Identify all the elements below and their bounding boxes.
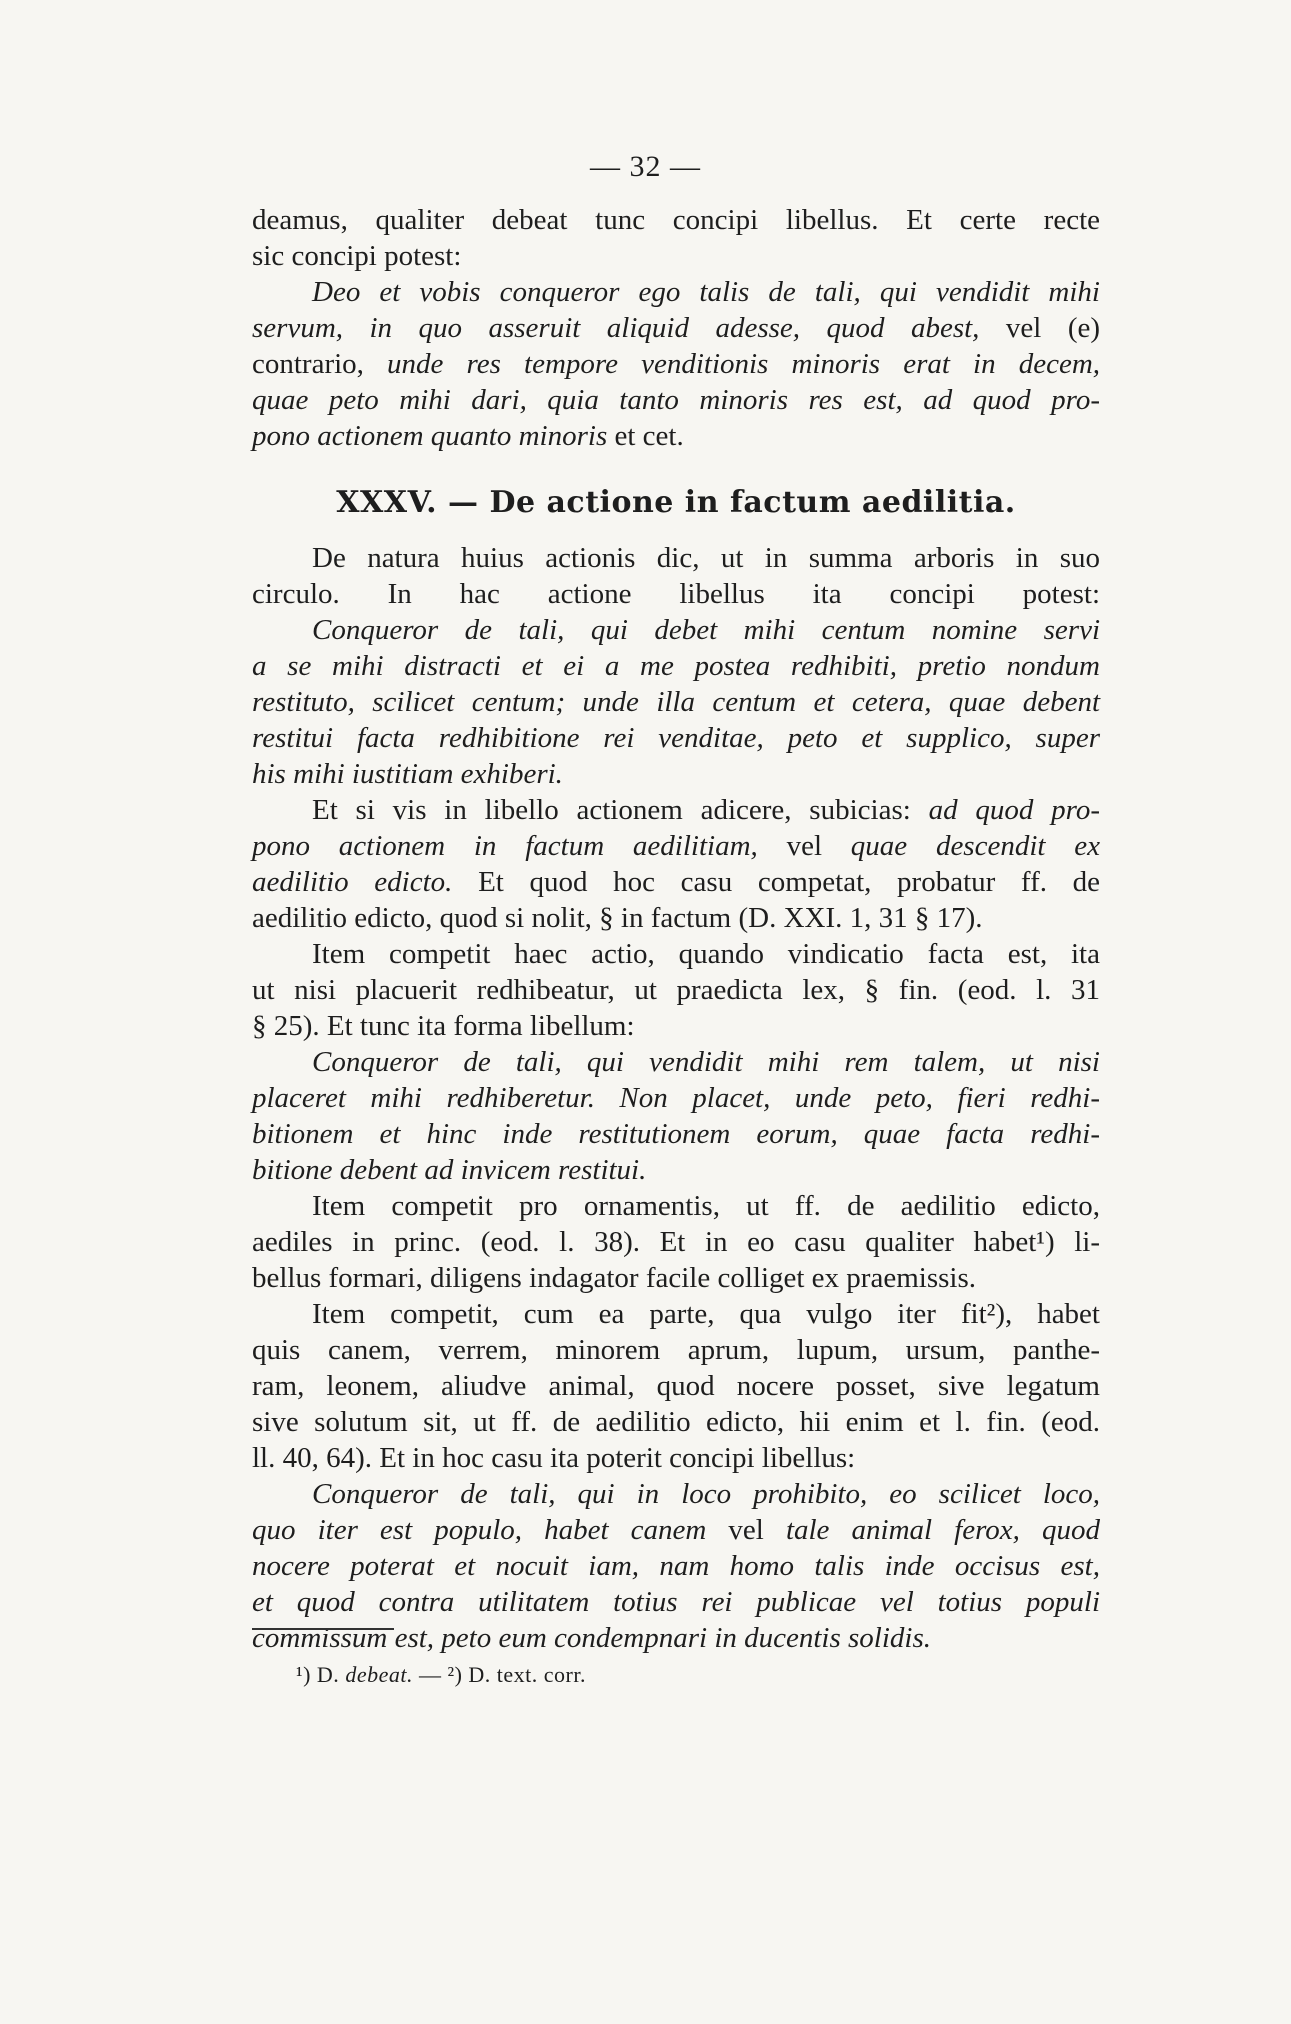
italic-segment: Conqueror de tali, qui in loco prohibito, eo scilicet loco, xyxy=(312,1478,1100,1510)
text-segment: deamus, qualiter debeat tunc concipi libellus. Et certe recte xyxy=(252,204,1100,236)
text-line xyxy=(252,1152,1100,1188)
italic-segment: servum, in quo asseruit aliquid adesse, quod abest, xyxy=(252,312,980,344)
text-segment: Et si vis in libello actionem adicere, subicias: xyxy=(312,794,929,826)
text-line xyxy=(252,1620,1100,1656)
italic-segment: pono actionem in factum aedilitiam, xyxy=(252,830,758,862)
footnote-segment: ¹) D. xyxy=(296,1662,346,1687)
text-line xyxy=(252,1116,1100,1152)
text-line xyxy=(252,310,1100,346)
text-segment: § 25). Et tunc ita forma libellum: xyxy=(252,1010,635,1042)
footnote xyxy=(296,1662,586,1688)
text-line xyxy=(252,1548,1100,1584)
text-line xyxy=(252,864,1100,900)
page-number: — 32 — xyxy=(590,150,701,183)
text-segment: Item competit, cum ea parte, qua vulgo iter fit²), habet xyxy=(312,1298,1100,1330)
text-line xyxy=(252,972,1100,1008)
text-segment: Item competit haec actio, quando vindicatio facta est, ita xyxy=(312,938,1100,970)
italic-segment: his mihi iustitiam exhiberi. xyxy=(252,758,563,790)
text-segment: aediles in princ. (eod. l. 38). Et in eo casu qualiter habet¹) li- xyxy=(252,1226,1100,1258)
text-segment: circulo. In hac actione libellus ita concipi potest: xyxy=(252,578,1100,610)
italic-segment: placeret mihi redhiberetur. Non placet, unde peto, fieri redhi- xyxy=(252,1082,1100,1114)
italic-segment: pono actionem quanto minoris xyxy=(252,420,608,452)
text-line xyxy=(252,1332,1100,1368)
italic-segment: Conqueror de tali, qui vendidit mihi rem talem, ut nisi xyxy=(312,1046,1100,1078)
text-line xyxy=(252,612,1100,648)
section-heading: XXXV. — De actione in factum aedilitia. xyxy=(336,485,1016,520)
text-line xyxy=(252,792,1100,828)
text-segment: ll. 40, 64). Et in hoc casu ita poterit concipi libellus: xyxy=(252,1442,856,1474)
text-line xyxy=(252,1368,1100,1404)
text-line xyxy=(252,1224,1100,1260)
text-line xyxy=(252,1512,1100,1548)
text-segment: ut nisi placuerit redhibeatur, ut praedicta lex, § fin. (eod. l. 31 xyxy=(252,974,1100,1006)
italic-segment: commissum est, peto eum condempnari in ducentis solidis. xyxy=(252,1622,932,1654)
text-line xyxy=(252,1296,1100,1332)
italic-segment: aedilitio edicto. xyxy=(252,866,453,898)
text-line xyxy=(252,1404,1100,1440)
text-segment: contrario, xyxy=(252,348,388,380)
text-line xyxy=(252,1008,1100,1044)
italic-segment: Conqueror de tali, qui debet mihi centum nomine servi xyxy=(312,614,1100,646)
text-segment: Et quod hoc casu competat, probatur ff. de xyxy=(452,866,1100,898)
text-segment: vel (e) xyxy=(979,312,1101,344)
text-line xyxy=(252,1044,1100,1080)
italic-segment: restituto, scilicet centum; unde illa centum et cetera, quae debent xyxy=(252,686,1100,718)
italic-segment: a se mihi distracti et ei a me postea redhibiti, pretio nondum xyxy=(252,650,1100,682)
italic-segment: nocere poterat et nocuit iam, nam homo talis inde occisus est, xyxy=(252,1550,1100,1582)
text-line xyxy=(252,1080,1100,1116)
italic-segment: unde res tempore venditionis minoris erat in decem, xyxy=(387,348,1101,380)
italic-segment: et quod contra utilitatem totius rei publicae vel totius populi xyxy=(252,1586,1100,1618)
text-line xyxy=(252,720,1100,756)
italic-segment: bitione debent ad invicem restitui. xyxy=(252,1154,647,1186)
text-line xyxy=(252,828,1100,864)
text-segment: sic concipi potest: xyxy=(252,240,462,272)
text-line xyxy=(252,576,1100,612)
text-line xyxy=(252,900,1100,936)
text-line xyxy=(252,648,1100,684)
text-line xyxy=(252,346,1100,382)
text-segment: et cet. xyxy=(607,420,684,452)
text-line xyxy=(252,540,1100,576)
text-segment: De natura huius actionis dic, ut in summa arboris in suo xyxy=(312,542,1100,574)
paragraph-block-1 xyxy=(252,202,1100,454)
text-line xyxy=(252,1476,1100,1512)
text-line xyxy=(252,684,1100,720)
text-line xyxy=(252,756,1100,792)
italic-segment: quae descendit ex xyxy=(850,830,1100,862)
italic-segment: bitionem et hinc inde restitutionem eorum, quae facta redhi- xyxy=(252,1118,1100,1150)
text-segment: Item competit pro ornamentis, ut ff. de aedilitio edicto, xyxy=(312,1190,1100,1222)
text-line xyxy=(252,382,1100,418)
italic-segment: quo iter est populo, habet canem xyxy=(252,1514,707,1546)
text-segment: bellus formari, diligens indagator facile colliget ex praemissis. xyxy=(252,1262,976,1294)
text-line xyxy=(252,936,1100,972)
italic-segment: tale animal ferox, quod xyxy=(785,1514,1100,1546)
text-segment: sive solutum sit, ut ff. de aedilitio edicto, hii enim et l. fin. (eod. xyxy=(252,1406,1100,1438)
text-line xyxy=(252,1440,1100,1476)
italic-segment: ad quod pro- xyxy=(928,794,1100,826)
italic-segment: Deo et vobis conqueror ego talis de tali, qui vendidit mihi xyxy=(312,276,1100,308)
italic-segment: quae peto mihi dari, quia tanto minoris res est, ad quod pro- xyxy=(252,384,1100,416)
text-segment: vel xyxy=(706,1514,786,1546)
text-line xyxy=(252,274,1100,310)
text-line xyxy=(252,1584,1100,1620)
body-text xyxy=(252,202,1100,1656)
footnote-rule xyxy=(252,1628,394,1630)
text-line xyxy=(252,238,1100,274)
text-segment: vel xyxy=(757,830,851,862)
footnote-segment: — ²) D. text. corr. xyxy=(412,1662,586,1687)
text-line xyxy=(252,1260,1100,1296)
text-line xyxy=(252,418,1100,454)
footnote-segment: debeat. xyxy=(345,1662,413,1687)
text-segment: quis canem, verrem, minorem aprum, lupum, ursum, panthe- xyxy=(252,1334,1100,1366)
text-line xyxy=(252,202,1100,238)
text-line xyxy=(252,1188,1100,1224)
italic-segment: restitui facta redhibitione rei venditae, peto et supplico, super xyxy=(252,722,1100,754)
paragraph-block-2 xyxy=(252,540,1100,1656)
text-segment: ram, leonem, aliudve animal, quod nocere posset, sive legatum xyxy=(252,1370,1100,1402)
text-segment: aedilitio edicto, quod si nolit, § in factum (D. XXI. 1, 31 § 17). xyxy=(252,902,983,934)
